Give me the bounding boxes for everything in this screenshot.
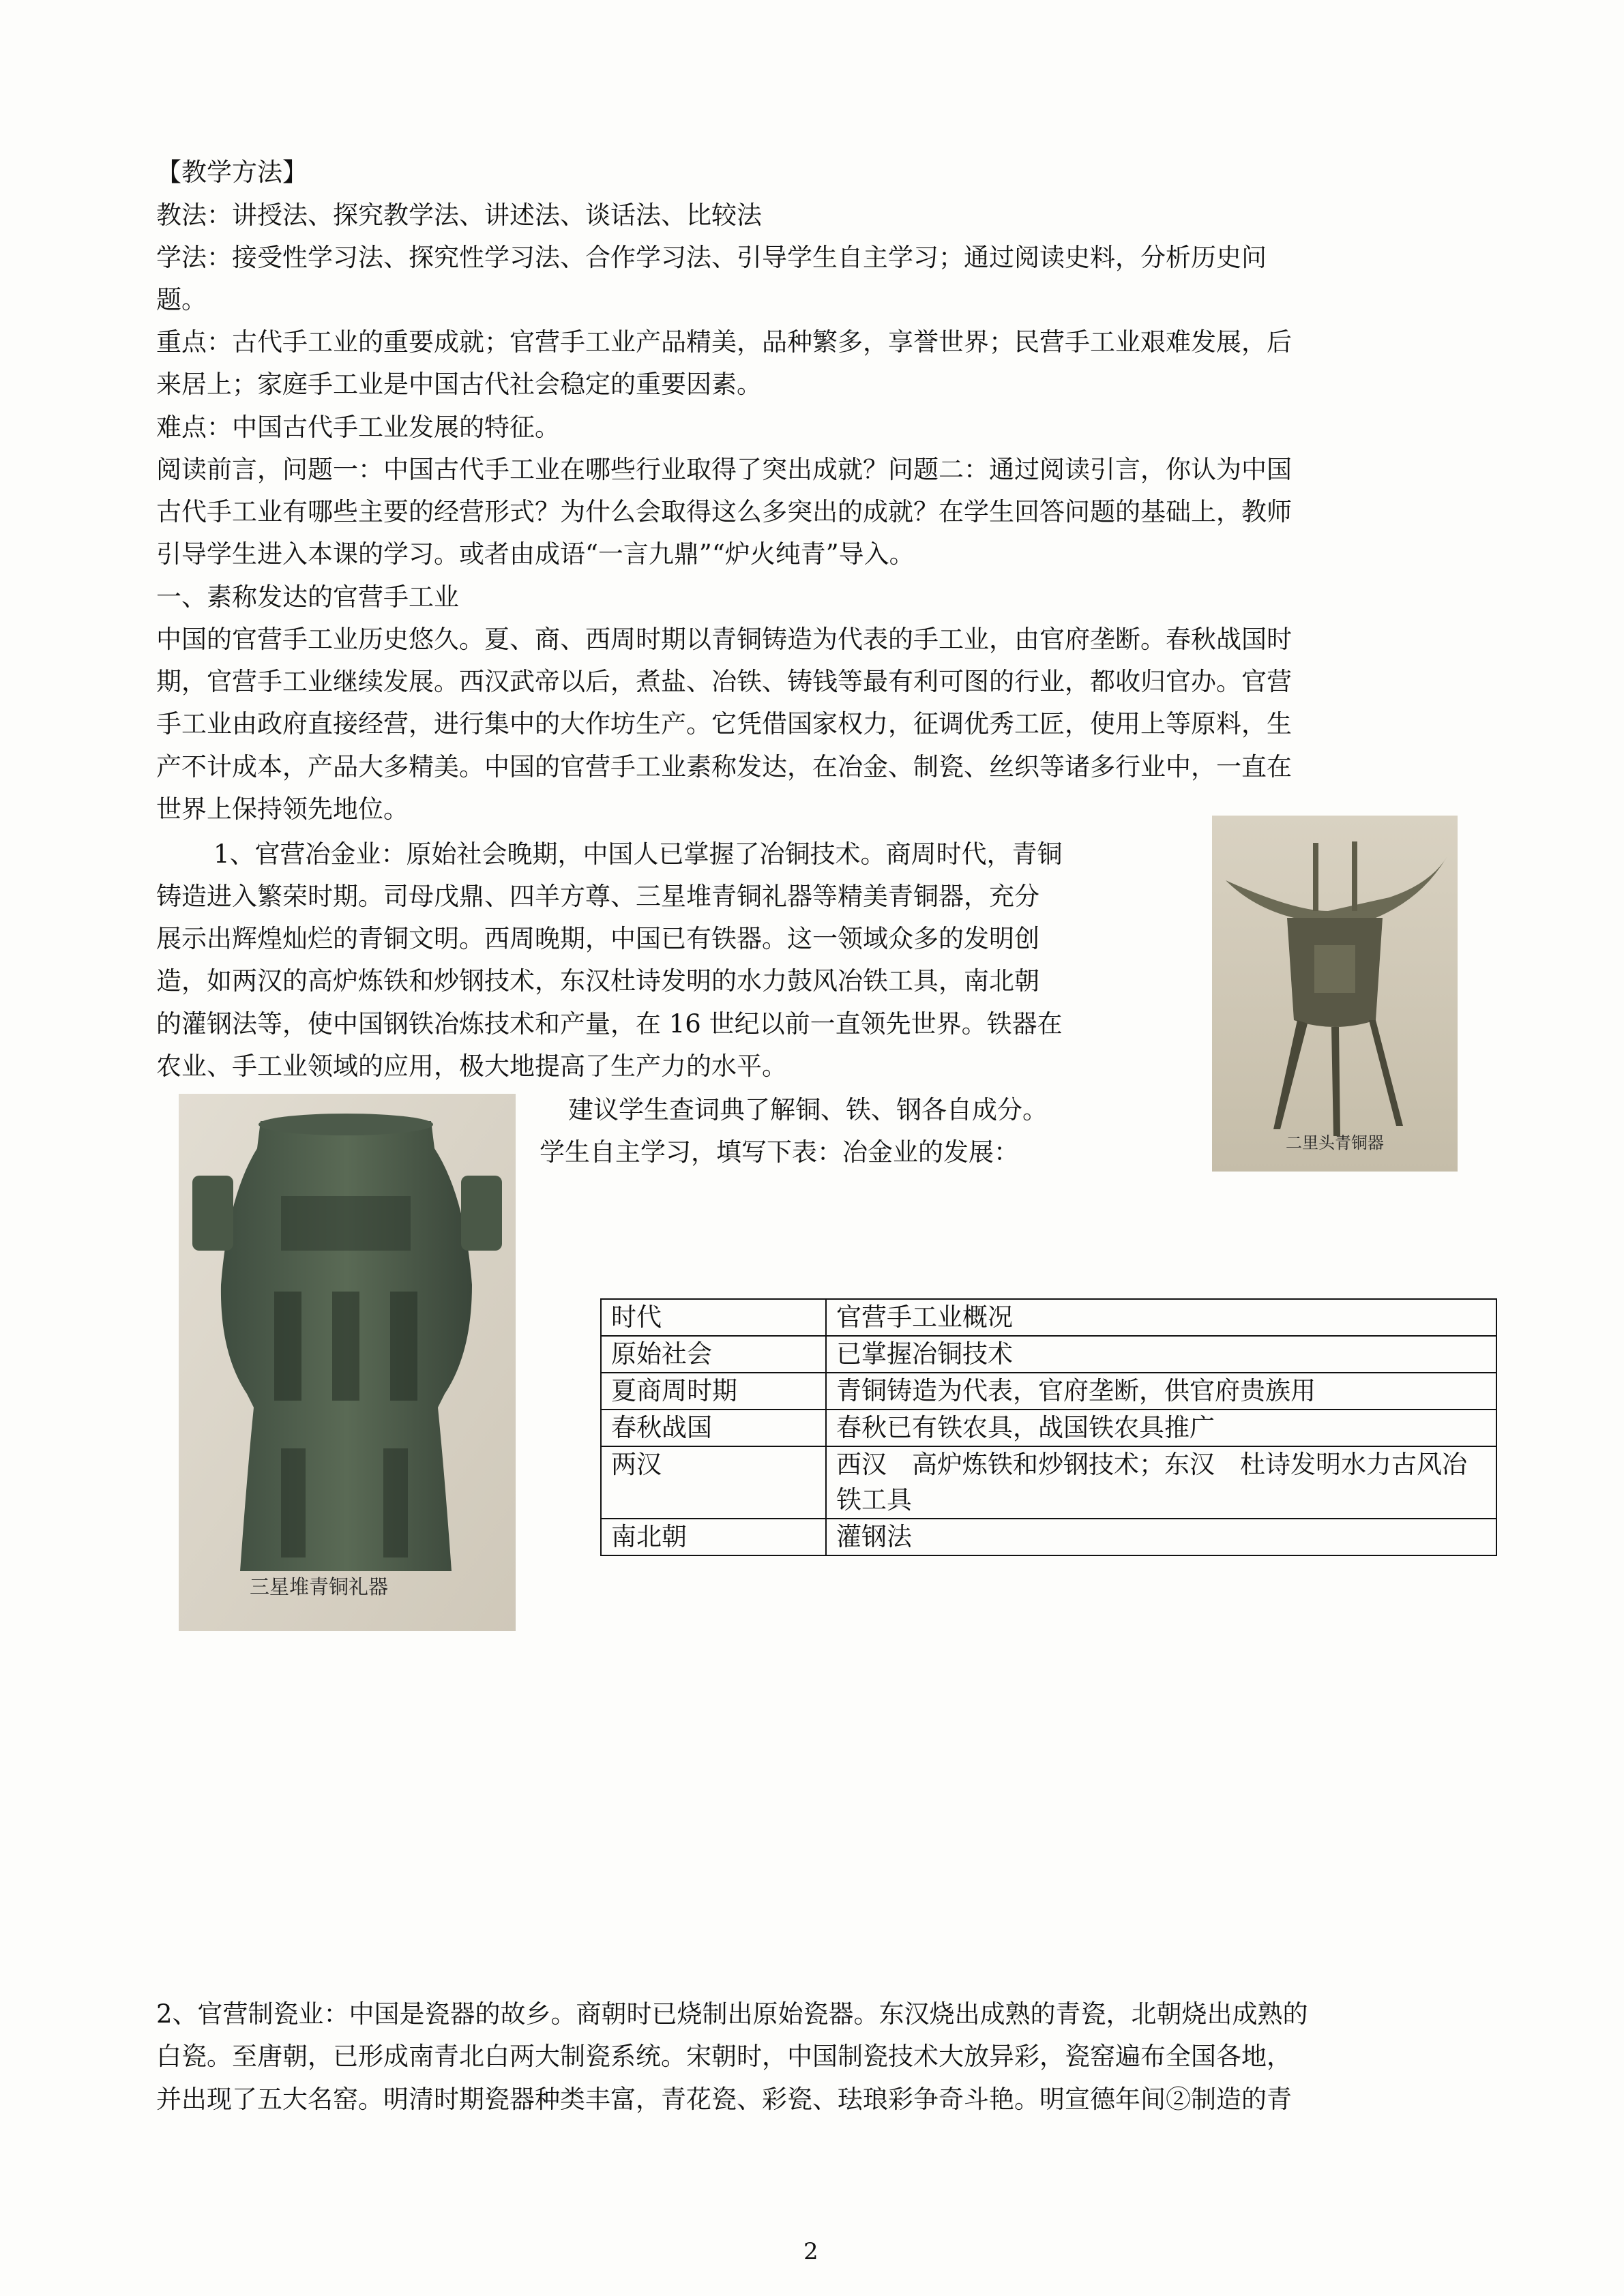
table-cell: 春秋战国 (601, 1410, 826, 1446)
text-line: 并出现了五大名窑。明清时期瓷器种类丰富，青花瓷、彩瓷、珐琅彩争奇斗艳。明宣德年间②制造的青 (156, 2085, 1292, 2114)
sanxingdui-bronze-figure (179, 1094, 516, 1631)
text-line: 展示出辉煌灿烂的青铜文明。西周晚期，中国已有铁器。这一领域众多的发明创 (156, 924, 1039, 953)
text-line: 引导学生进入本课的学习。或者由成语“一言九鼎”“炉火纯青”导入。 (156, 539, 915, 569)
text-line: 建议学生查词典了解铜、铁、钢各自成分。 (568, 1095, 1048, 1124)
table-row (601, 1336, 1496, 1373)
table-row (601, 1373, 1496, 1410)
text-line: 2、官营制瓷业：中国是瓷器的故乡。商朝时已烧制出原始瓷器。东汉烧出成熟的青瓷，北朝烧出成熟的 (156, 1999, 1308, 2029)
text-line: 中国的官营手工业历史悠久。夏、商、西周时期以青铜铸造为代表的手工业，由官府垄断。春秋战国时 (156, 625, 1292, 654)
metallurgy-table (600, 1298, 1497, 1556)
table-cell: 原始社会 (601, 1336, 826, 1373)
text-line: 【教学方法】 (156, 158, 308, 187)
bronze-jue-image (1212, 816, 1458, 1172)
table-cell: 夏商周时期 (601, 1373, 826, 1410)
text-line: 农业、手工业领域的应用，极大地提高了生产力的水平。 (156, 1052, 787, 1081)
table-cell: 灌钢法 (826, 1519, 1496, 1555)
text-line: 教法：讲授法、探究教学法、讲述法、谈话法、比较法 (156, 200, 762, 230)
text-line: 铸造进入繁荣时期。司母戊鼎、四羊方尊、三星堆青铜礼器等精美青铜器，充分 (156, 882, 1039, 911)
figure-caption: 三星堆青铜礼器 (250, 1575, 389, 1598)
table-cell: 西汉 高炉炼铁和炒钢技术；东汉 杜诗发明水力古风冶铁工具 (826, 1446, 1496, 1519)
page-number: 2 (803, 2238, 818, 2265)
table-row (601, 1519, 1496, 1555)
table-cell: 青铜铸造为代表，官府垄断，供官府贵族用 (826, 1373, 1496, 1410)
text-line: 阅读前言，问题一：中国古代手工业在哪些行业取得了突出成就？问题二：通过阅读引言，你认为中国 (156, 455, 1292, 484)
text-line: 手工业由政府直接经营，进行集中的大作坊生产。它凭借国家权力，征调优秀工匠，使用上等原料，生 (156, 709, 1292, 739)
table-header-cell: 时代 (601, 1299, 826, 1336)
text-line: 造，如两汉的高炉炼铁和炒钢技术，东汉杜诗发明的水力鼓风冶铁工具，南北朝 (156, 966, 1039, 996)
text-line: 学法：接受性学习法、探究性学习法、合作学习法、引导学生自主学习；通过阅读史料，分析历史问 (156, 243, 1267, 272)
text-line: 古代手工业有哪些主要的经营形式？为什么会取得这么多突出的成就？在学生回答问题的基础上，教师 (156, 497, 1292, 526)
text-line: 学生自主学习，填写下表：冶金业的发展： (540, 1137, 1019, 1167)
text-line: 白瓷。至唐朝，已形成南青北白两大制瓷系统。宋朝时，中国制瓷技术大放异彩，瓷窑遍布全国各地， (156, 2042, 1292, 2071)
table-cell: 已掌握冶铜技术 (826, 1336, 1496, 1373)
table-row (601, 1410, 1496, 1446)
text-line: 世界上保持领先地位。 (156, 794, 409, 824)
table-header-row (601, 1299, 1496, 1336)
text-line: 重点：古代手工业的重要成就；官营手工业产品精美，品种繁多，享誉世界；民营手工业艰难发展，后 (156, 327, 1292, 357)
text-line: 产不计成本，产品大多精美。中国的官营手工业素称发达，在冶金、制瓷、丝织等诸多行业中，一直在 (156, 752, 1292, 781)
erlitou-bronze-figure (1212, 816, 1458, 1172)
figure-caption: 二里头青铜器 (1286, 1133, 1384, 1152)
text-line: 的灌钢法等，使中国钢铁冶炼技术和产量，在 16 世纪以前一直领先世界。铁器在 (156, 1009, 1063, 1039)
section-heading: 一、素称发达的官营手工业 (156, 582, 459, 612)
text-line: 1、官营冶金业：原始社会晚期，中国人已掌握了冶铜技术。商周时代，青铜 (213, 839, 1063, 869)
table-cell: 春秋已有铁农具，战国铁农具推广 (826, 1410, 1496, 1446)
text-line: 题。 (156, 285, 207, 314)
table-row (601, 1446, 1496, 1519)
table-cell: 两汉 (601, 1446, 826, 1519)
text-line: 难点：中国古代手工业发展的特征。 (156, 413, 560, 442)
text-line: 来居上；家庭手工业是中国古代社会稳定的重要因素。 (156, 370, 762, 399)
table-header-cell: 官营手工业概况 (826, 1299, 1496, 1336)
bronze-vessel-image (179, 1094, 516, 1631)
text-line: 期，官营手工业继续发展。西汉武帝以后，煮盐、冶铁、铸钱等最有利可图的行业，都收归官办。官营 (156, 667, 1292, 696)
table-cell: 南北朝 (601, 1519, 826, 1555)
